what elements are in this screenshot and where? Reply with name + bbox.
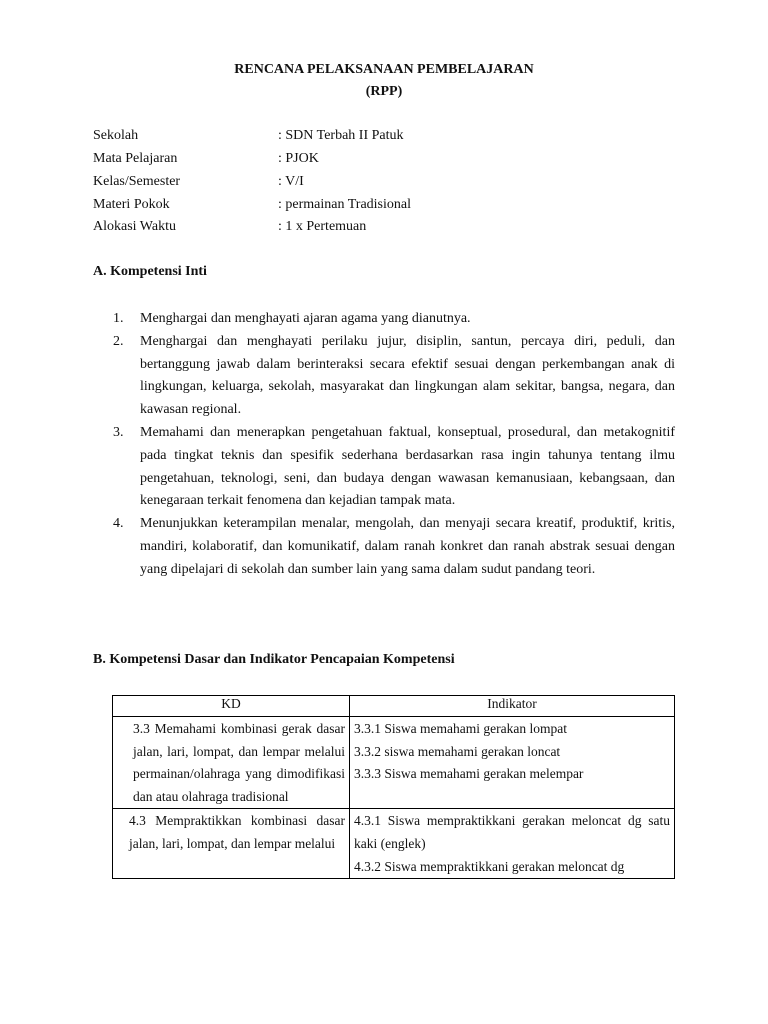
indikator-item: 3.3.3 Siswa memahami gerakan melempar <box>354 766 584 782</box>
indikator-item: 3.3.1 Siswa memahami gerakan lompat <box>354 721 567 736</box>
identity-label: Materi Pokok <box>93 197 170 212</box>
list-item-text: Menunjukkan keterampilan menalar, mengolah, dan menyaji secara kreatif, produktif, kritis, mandiri, kolaboratif, dan komunikatif, dalam ranah konkret dan ranah abstrak sesuai dengan yang dipelajari di sekolah dan sumber lain yang sama dalam sudut pandang teori. <box>140 516 675 577</box>
kd-indikator-table <box>112 695 675 879</box>
list-number: 1. <box>113 311 124 326</box>
kompetensi-inti-list <box>113 308 675 582</box>
section-a-heading: A. Kompetensi Inti <box>93 264 207 279</box>
identity-label: Mata Pelajaran <box>93 151 178 166</box>
identity-label: Sekolah <box>93 128 139 143</box>
list-item <box>113 308 675 331</box>
kd-text: 3.3 Memahami kombinasi gerak dasar jalan, lari, lompat, dan lempar melalui permainan/olahraga yang dimodifikasi dan atau olahraga tradisional <box>133 721 345 804</box>
list-item-text: Memahami dan menerapkan pengetahuan faktual, konseptual, prosedural, dan metakognitif pada tingkat teknis dan spesifik sederhana berdasarkan rasa ingin tahunya tentang ilmu pengetahuan, teknologi, seni, dan budaya dengan wawasan kemanusiaan, kebangsaan, dan kenegaraan terkait fenomena dan kejadian tampak mata. <box>140 424 675 509</box>
list-number: 3. <box>113 424 124 440</box>
identity-value: : V/I <box>278 174 304 189</box>
list-number: 2. <box>113 333 124 349</box>
list-item <box>113 331 675 422</box>
document-subtitle: (RPP) <box>365 84 403 99</box>
indikator-item: 3.3.2 siswa memahami gerakan loncat <box>354 743 561 759</box>
table-row <box>113 809 675 879</box>
list-item-text: Menghargai dan menghayati perilaku jujur, disiplin, santun, percaya diri, peduli, dan bertanggung jawab dalam berinteraksi secara efektif sesuai dengan perkembangan anak di lingkungan, keluarga, sekolah, masyarakat dan lingkungan alam sekitar, bangsa, negara, dan kawasan regional. <box>140 333 675 418</box>
indikator-item: 4.3.2 Siswa mempraktikkani gerakan meloncat dg <box>354 858 625 874</box>
identity-value: : permainan Tradisional <box>278 197 411 212</box>
identity-label: Alokasi Waktu <box>93 219 176 234</box>
list-item-text: Menghargai dan menghayati ajaran agama yang dianutnya. <box>140 311 471 326</box>
indikator-cell <box>350 717 675 809</box>
section-b-heading: B. Kompetensi Dasar dan Indikator Pencapaian Kompetensi <box>93 652 455 667</box>
identity-value: : 1 x Pertemuan <box>278 219 367 234</box>
list-number: 4. <box>113 516 124 532</box>
column-header-indikator: Indikator <box>350 696 675 717</box>
identity-value: : PJOK <box>278 151 319 166</box>
indikator-item: 4.3.1 Siswa mempraktikkani gerakan meloncat dg satu kaki (englek) <box>354 813 670 851</box>
identity-value: : SDN Terbah II Patuk <box>278 128 404 143</box>
identity-label: Kelas/Semester <box>93 174 181 189</box>
list-item <box>113 422 675 513</box>
indikator-cell <box>350 809 675 879</box>
kd-text: 4.3 Mempraktikkan kombinasi dasar jalan, lari, lompat, dan lempar melalui <box>129 813 345 851</box>
document-title: RENCANA PELAKSANAAN PEMBELAJARAN <box>234 62 534 77</box>
kd-cell <box>113 809 350 879</box>
column-header-kd: KD <box>113 696 350 717</box>
table-row <box>113 717 675 809</box>
kd-cell <box>113 717 350 809</box>
table-header-row <box>113 696 675 717</box>
list-item <box>113 513 675 581</box>
